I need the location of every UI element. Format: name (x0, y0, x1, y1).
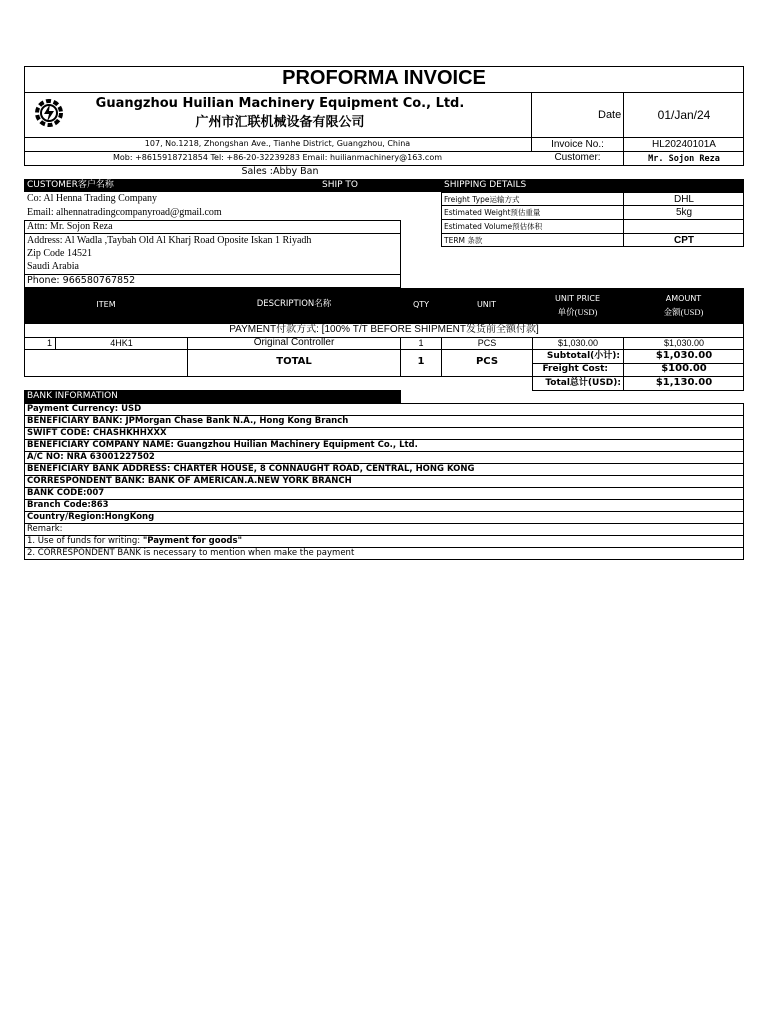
freight-type-value: DHL (673, 194, 694, 205)
remark-label: Remark: (27, 524, 63, 534)
bank-code: BANK CODE:007 (27, 488, 105, 498)
customer-zip: Zip Code 14521 (27, 248, 92, 259)
total-unit: PCS (475, 356, 499, 367)
customer-phone: Phone: 966580767852 (27, 275, 136, 286)
col-amount: AMOUNT (665, 294, 702, 303)
col-qty: QTY (412, 300, 430, 309)
col-unit: UNIT (476, 300, 497, 309)
date-label: Date (598, 109, 622, 121)
estimated-volume-label: Estimated Volume预估体积 (444, 222, 543, 231)
remark-1-bold: "Payment for goods" (142, 536, 242, 546)
row-no: 1 (46, 338, 52, 348)
shipping-details-header: SHIPPING DETAILS (444, 180, 527, 190)
term-value: CPT (674, 235, 694, 246)
estimated-weight-label: Estimated Weight预估重量 (444, 208, 541, 217)
beneficiary-bank-address: BENEFICIARY BANK ADDRESS: CHARTER HOUSE, 8 CONNAUGHT ROAD, CENTRAL, HONG KONG (27, 464, 475, 474)
total-qty: 1 (417, 356, 425, 367)
customer-country: Saudi Arabia (27, 261, 79, 272)
payment-currency: Payment Currency: USD (27, 404, 142, 414)
freight-cost-label: Freight Cost: (542, 364, 608, 374)
bank-info-title: BANK INFORMATION (27, 391, 118, 401)
payment-terms: PAYMENT付款方式: [100% T/T BEFORE SHIPMENT发货前全额付款] (229, 324, 539, 335)
customer-value: Mr. Sojon Reza (648, 154, 720, 164)
ship-to-header: SHIP TO (322, 180, 359, 190)
col-description: DESCRIPTION名称 (256, 299, 332, 309)
invoice-no-label: Invoice No.: (551, 139, 604, 150)
invoice-no-value: HL20240101A (652, 139, 716, 150)
freight-cost-value: $100.00 (661, 363, 707, 374)
swift-code: SWIFT CODE: CHASHKHHXXX (27, 428, 167, 438)
remark-2: 2. CORRESPONDENT BANK is necessary to mention when make the payment (27, 548, 355, 558)
company-contact: Mob: +8615918721854 Tel: +86-20-32239283 Email: huilianmachinery@163.com (112, 153, 443, 162)
company-name-cn: 广州市汇联机械设备有限公司 (195, 115, 365, 130)
beneficiary-bank: BENEFICIARY BANK: JPMorgan Chase Bank N.A., Hong Kong Branch (27, 416, 349, 426)
grand-total-label: Total总计(USD): (545, 378, 621, 388)
col-item: ITEM (96, 300, 116, 309)
branch-code: Branch Code:863 (27, 500, 109, 510)
subtotal-value: $1,030.00 (655, 350, 713, 361)
company-address: 107, No.1218, Zhongshan Ave., Tianhe District, Guangzhou, China (144, 139, 411, 148)
customer-attn: Attn: Mr. Sojon Reza (27, 221, 113, 232)
customer-label: Customer: (554, 152, 601, 163)
beneficiary-company: BENEFICIARY COMPANY NAME: Guangzhou Huilian Machinery Equipment Co., Ltd. (27, 440, 418, 450)
remark-1-prefix: 1. Use of funds for writing: (27, 536, 143, 546)
gear-lightning-logo-icon (32, 96, 66, 130)
customer-company: Co: Al Henna Trading Company (27, 193, 158, 204)
term-label: TERM 条款 (444, 236, 483, 245)
col-amount-cn: 金额(USD) (663, 307, 704, 317)
row-item: 4HK1 (110, 338, 133, 348)
customer-email: Email: alhennatradingcompanyroad@gmail.com (27, 207, 222, 218)
grand-total-value: $1,130.00 (655, 377, 713, 388)
row-unit-price: $1,030.00 (557, 338, 599, 348)
estimated-weight-value: 5kg (675, 207, 693, 218)
remark-1 (27, 537, 242, 546)
row-description: Original Controller (253, 337, 335, 348)
customer-section-header: CUSTOMER客户名称 (27, 180, 114, 190)
col-unit-price: UNIT PRICE (554, 294, 600, 303)
date-value: 01/Jan/24 (657, 108, 711, 122)
correspondent-bank: CORRESPONDENT BANK: BANK OF AMERICAN.A.NEW YORK BRANCH (27, 476, 352, 486)
row-qty: 1 (418, 338, 424, 348)
sales-person: Sales :Abby Ban (241, 166, 319, 177)
row-unit: PCS (477, 338, 497, 348)
page-title: PROFORMA INVOICE (282, 67, 486, 89)
total-label: TOTAL (276, 356, 312, 367)
subtotal-label: Subtotal(小计): (546, 351, 620, 361)
row-amount: $1,030.00 (663, 338, 705, 348)
freight-type-label: Freight Type运输方式 (444, 195, 520, 204)
country-region: Country/Region:HongKong (27, 512, 155, 522)
customer-address: Address: Al Wadla ,Taybah Old Al Kharj Road Oposite Iskan 1 Riyadh (27, 235, 312, 246)
col-unit-price-cn: 单价(USD) (557, 307, 598, 317)
account-number: A/C NO: NRA 63001227502 (27, 452, 155, 462)
company-name-en: Guangzhou Huilian Machinery Equipment Co., Ltd. (95, 96, 465, 111)
